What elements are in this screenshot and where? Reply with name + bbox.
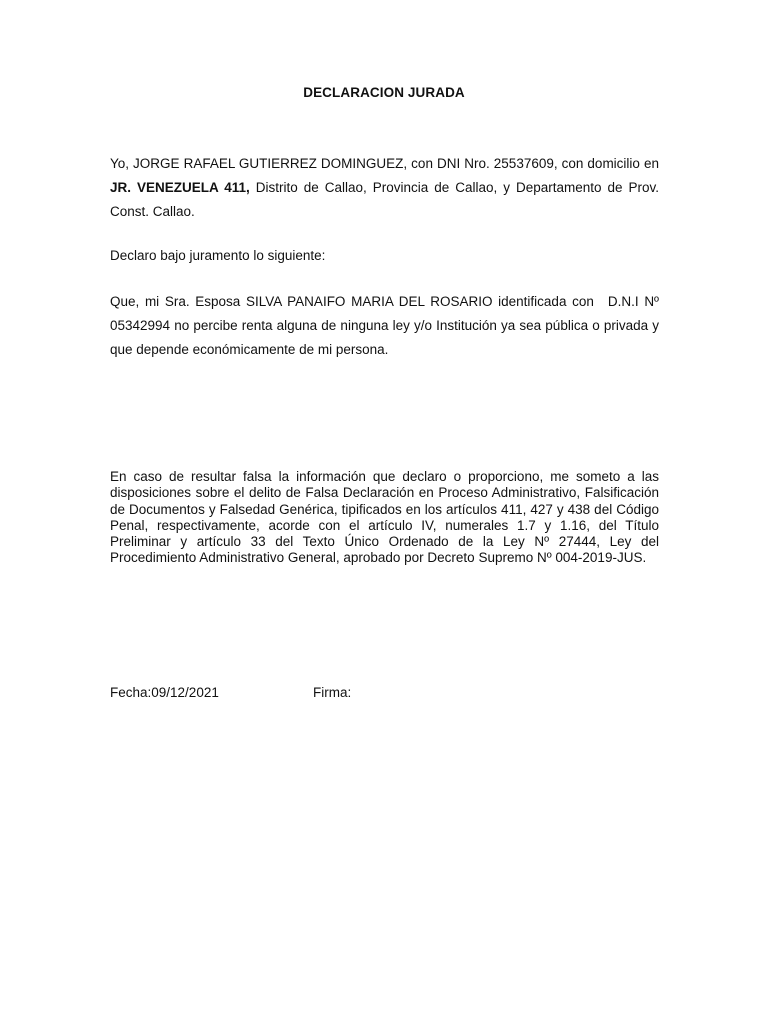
document-title: DECLARACION JURADA [303, 85, 465, 100]
declarant-text: Yo, JORGE RAFAEL GUTIERREZ DOMINGUEZ, con DNI Nro. 25537609, con domicilio en [110, 156, 659, 171]
spouse-text: Que, mi Sra. Esposa SILVA PANAIFO MARIA DEL ROSARIO identificada con [110, 294, 594, 309]
spouse-paragraph [110, 290, 659, 362]
district-text: Distrito de Callao, Provincia de Callao, y Departamento de Prov. Const. Callao. [110, 180, 660, 219]
spouse-dni-text: D.N.I Nº 05342994 no percibe renta alguna de ninguna ley y/o Institución ya sea pública o privada y que depende económicamente de mi persona. [110, 294, 659, 357]
oath-statement: Declaro bajo juramento lo siguiente: [110, 248, 326, 263]
legal-disclaimer: En caso de resultar falsa la información que declaro o proporciono, me someto a las disposiciones sobre el delito de Falsa Declaración en Proceso Administrativo, Falsificación de Documentos y Falsedad Genérica, tipificados en los artículos 411, 427 y 438 del Código Penal, respectivamente, acorde con el artículo IV, numerales 1.7 y 1.16, del Título Preliminar y artículo 33 del Texto Único Ordenado de la Ley Nº 27444, Ley del Procedimiento Administrativo General, aprobado por Decreto Supremo Nº 004-2019-JUS. [110, 469, 659, 566]
signature-field: Firma: [313, 685, 352, 700]
date-field: Fecha:09/12/2021 [110, 685, 219, 700]
declarant-paragraph [110, 152, 659, 224]
address-text: JR. VENEZUELA 411, [110, 180, 250, 195]
